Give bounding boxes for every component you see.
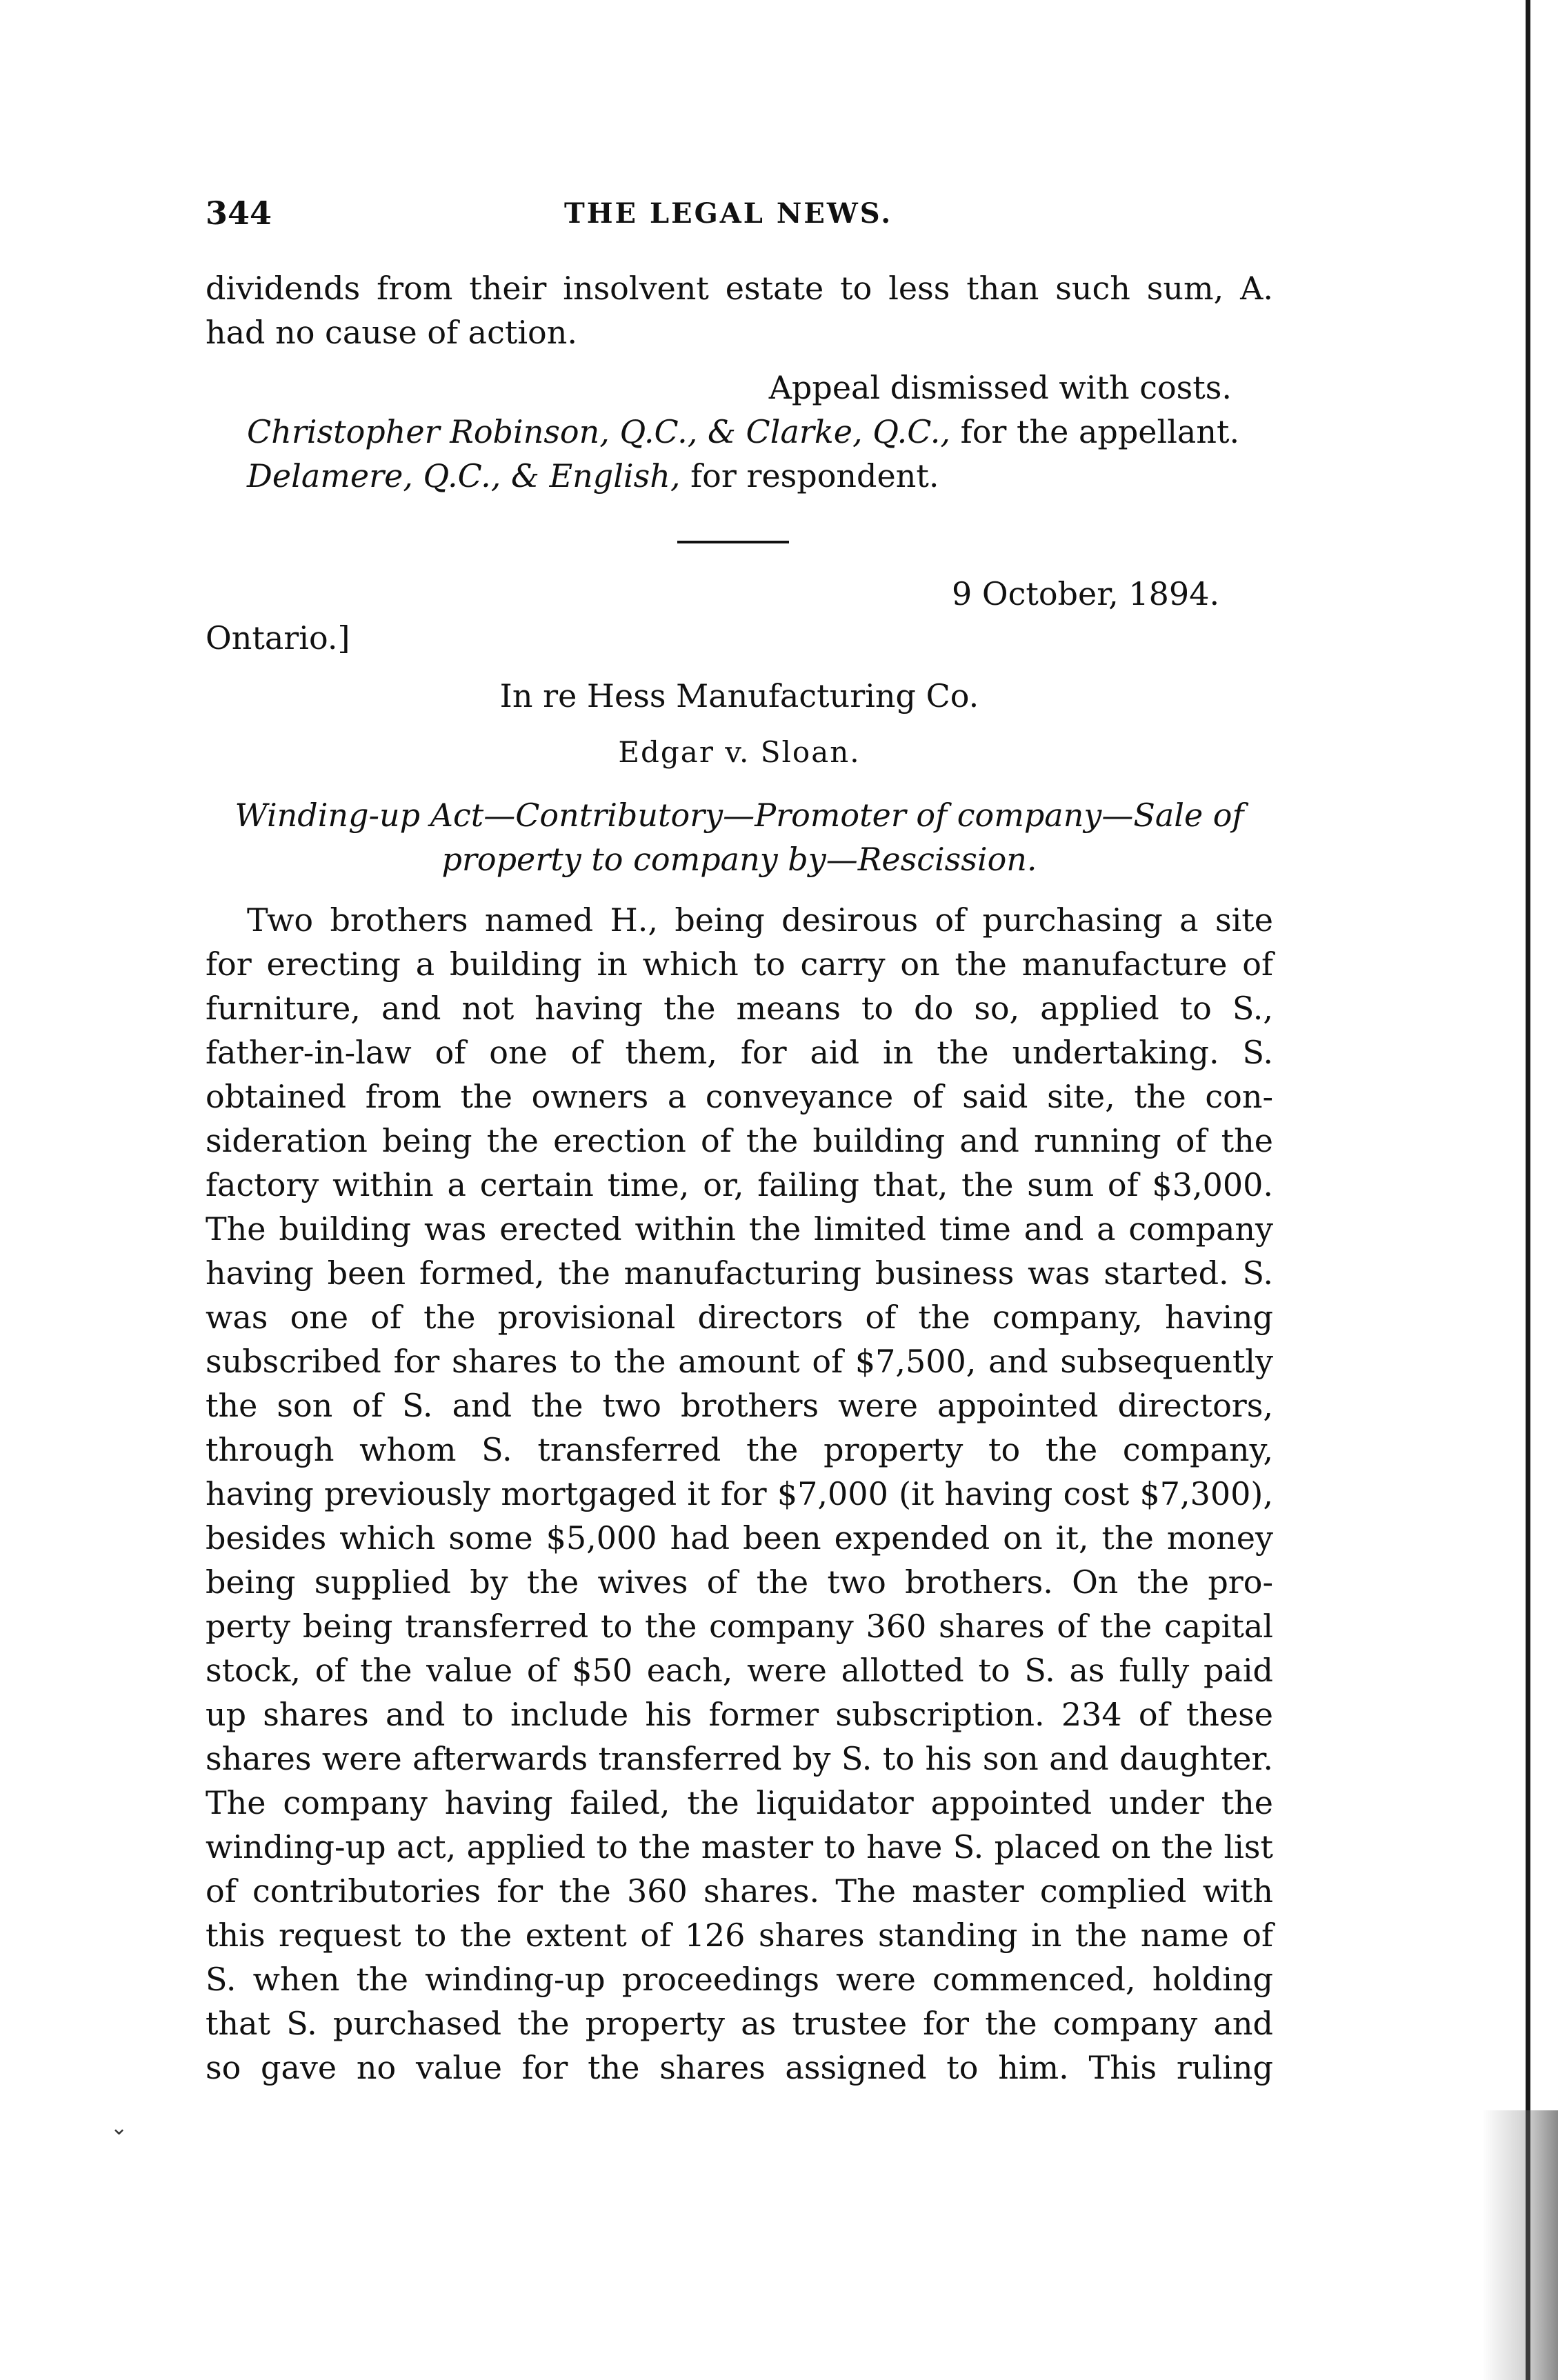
section-divider bbox=[677, 541, 789, 543]
text-line: furniture, and not having the means to do so, applied to S., bbox=[206, 990, 1273, 1027]
case-title: In re Hess Manufacturing Co. bbox=[499, 677, 979, 714]
case-summary bbox=[206, 898, 1273, 2090]
text-line: subscribed for shares to the amount of $7,500, and subsequently bbox=[206, 1343, 1273, 1380]
text-line: the son of S. and the two brothers were appointed directors, bbox=[206, 1387, 1273, 1424]
case-province: Ontario.] bbox=[206, 619, 350, 657]
text-line: this request to the extent of 126 shares standing in the name of bbox=[206, 1917, 1273, 1954]
previous-case-ending bbox=[206, 266, 1273, 354]
headnote-line: Winding-up Act—Contributory—Promoter of company—Sale of bbox=[234, 797, 1244, 834]
text-line: for erecting a building in which to carry on the manufacture of bbox=[206, 946, 1273, 983]
previous-case-counsel bbox=[206, 366, 1273, 498]
running-header bbox=[206, 194, 1254, 236]
counsel-respondent bbox=[206, 454, 1273, 498]
margin-mark: ⌄ bbox=[110, 2116, 128, 2140]
counsel-appellant-names: Christopher Robinson, Q.C., & Clarke, Q.C., bbox=[247, 413, 951, 450]
text-line: had no cause of action. bbox=[206, 314, 577, 351]
headnote-line: property to company by—Rescission. bbox=[441, 841, 1037, 878]
text-line: having previously mortgaged it for $7,000 (it having cost $7,300), bbox=[206, 1475, 1273, 1512]
case-headnote bbox=[206, 793, 1273, 881]
text-line: factory within a certain time, or, failing that, the sum of $3,000. bbox=[206, 1166, 1273, 1203]
text-line: obtained from the owners a conveyance of said site, the con- bbox=[206, 1078, 1273, 1115]
counsel-respondent-names: Delamere, Q.C., & English, bbox=[247, 457, 681, 494]
case-date: 9 October, 1894. bbox=[952, 575, 1220, 612]
text-line: besides which some $5,000 had been expended on it, the money bbox=[206, 1519, 1273, 1557]
text-line: so gave no value for the shares assigned to him. This ruling bbox=[206, 2049, 1273, 2086]
text-line: dividends from their insolvent estate to less than such sum, A. bbox=[206, 270, 1273, 307]
page-number: 344 bbox=[206, 194, 272, 232]
text-line: shares were afterwards transferred by S. to his son and daughter. bbox=[206, 1740, 1273, 1777]
text-line: of contributories for the 360 shares. The master complied with bbox=[206, 1872, 1273, 1910]
text-line: Two brothers named H., being desirous of purchasing a site bbox=[247, 901, 1273, 939]
counsel-appellant-role: for the appellant. bbox=[960, 413, 1240, 450]
counsel-appellant bbox=[206, 410, 1273, 454]
text-line: stock, of the value of $50 each, were allotted to S. as fully paid bbox=[206, 1652, 1273, 1689]
text-line: perty being transferred to the company 360 shares of the capital bbox=[206, 1608, 1273, 1645]
counsel-respondent-role: for respondent. bbox=[690, 457, 939, 494]
disposition: Appeal dismissed with costs. bbox=[768, 369, 1232, 406]
text-line: up shares and to include his former subscription. 234 of these bbox=[206, 1696, 1273, 1733]
text-line: father-in-law of one of them, for aid in the undertaking. S. bbox=[206, 1034, 1273, 1071]
text-line: The company having failed, the liquidator appointed under the bbox=[206, 1784, 1273, 1821]
case-parties: Edgar v. Sloan. bbox=[618, 735, 861, 769]
text-line: winding-up act, applied to the master to have S. placed on the list bbox=[206, 1828, 1273, 1866]
page-corner-shadow bbox=[1482, 2110, 1558, 2380]
text-line: having been formed, the manufacturing business was started. S. bbox=[206, 1254, 1273, 1292]
text-line: sideration being the erection of the building and running of the bbox=[206, 1122, 1273, 1159]
journal-title: THE LEGAL NEWS. bbox=[564, 197, 893, 230]
text-line: S. when the winding-up proceedings were commenced, holding bbox=[206, 1961, 1273, 1998]
text-line: being supplied by the wives of the two brothers. On the pro- bbox=[206, 1563, 1273, 1601]
text-line: that S. purchased the property as trustee for the company and bbox=[206, 2005, 1273, 2042]
text-line: The building was erected within the limited time and a company bbox=[206, 1210, 1273, 1248]
text-line: was one of the provisional directors of the company, having bbox=[206, 1299, 1273, 1336]
text-line: through whom S. transferred the property to the company, bbox=[206, 1431, 1273, 1468]
page-spine-edge bbox=[1526, 0, 1530, 2380]
